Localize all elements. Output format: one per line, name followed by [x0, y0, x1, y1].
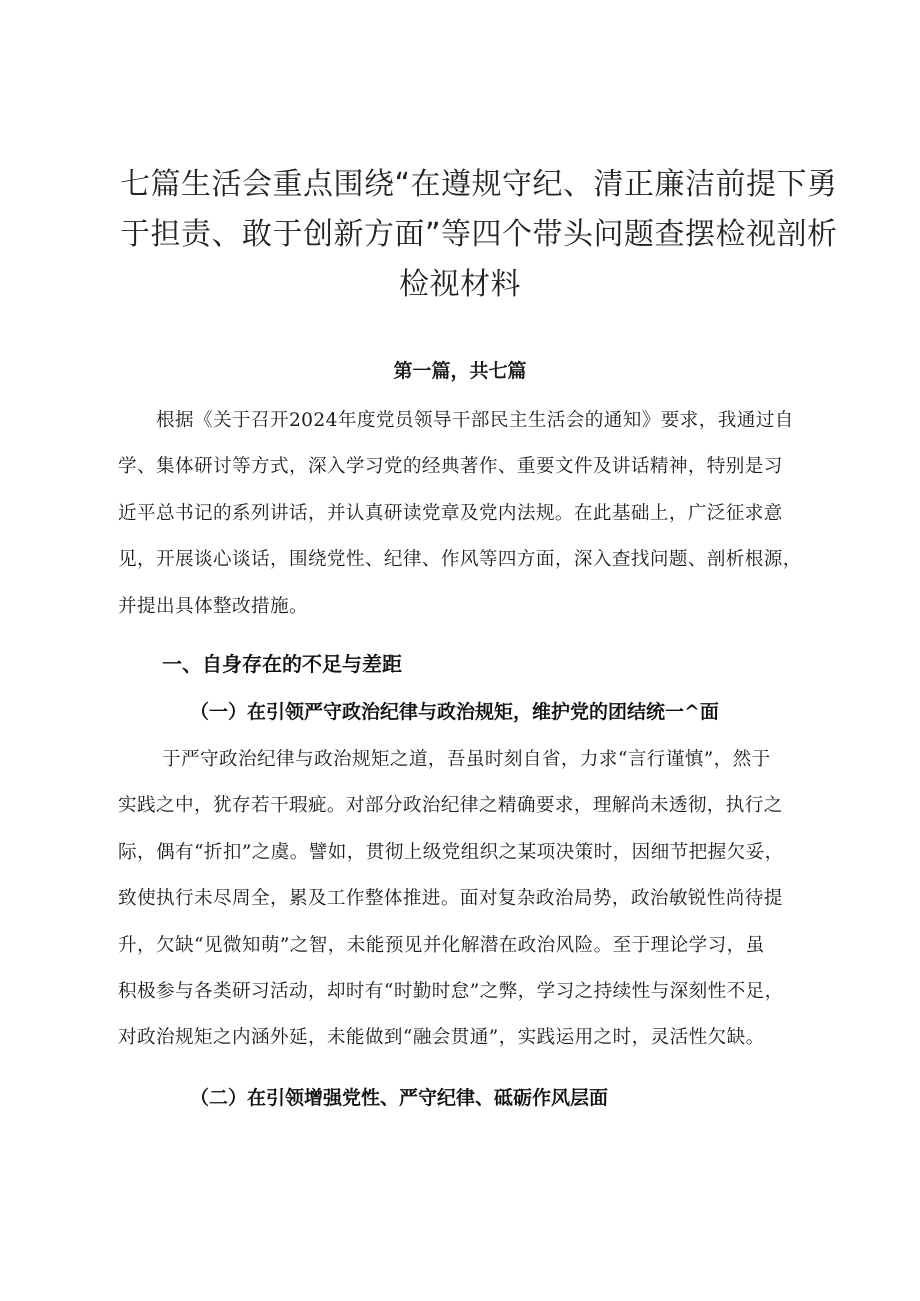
document-title — [120, 160, 838, 310]
title-line: 于担责、敢于创新方面”等四个带头问题查摆检视剖析 — [120, 217, 838, 252]
section-heading: 一、自身存在的不足与差距 — [162, 652, 402, 676]
title-line: 检视材料 — [399, 267, 521, 302]
title-line: 七篇生活会重点围绕“在遵规守纪、清正廉洁前提下勇 — [120, 167, 838, 202]
part-subtitle: 第一篇，共七篇 — [393, 360, 527, 382]
paragraph-line: 实践之中，犹存若干瑕疵。对部分政治纪律之精确要求，理解尚未透彻，执行之 — [118, 795, 783, 817]
paragraph-line: 学、集体研讨等方式，深入学习党的经典著作、重要文件及讲话精神，特别是习 — [118, 456, 783, 478]
paragraph-line: 致使执行未尽周全，累及工作整体推进。面对复杂政治局势，政治敏锐性尚待提 — [118, 888, 783, 910]
paragraph-line: 于严守政治纪律与政治规矩之道，吾虽时刻自省，力求“言行谨慎”，然于 — [162, 749, 771, 770]
paragraph-line: 际，偶有“折扣”之虞。譬如，贯彻上级党组织之某项决策时，因细节把握欠妥， — [118, 841, 784, 863]
intro-paragraph — [118, 398, 814, 630]
paragraph-line: 积极参与各类研习活动，却时有“时勤时怠”之弊，学习之持续性与深刻性不足， — [118, 981, 784, 1003]
paragraph-line: 并提出具体整改措施。 — [118, 595, 308, 617]
paragraph-line: 升，欠缺“见微知萌”之智，未能预见并化解潜在政治风险。至于理论学习，虽 — [118, 934, 765, 956]
paragraph-line: 近平总书记的系列讲话，并认真研读党章及党内法规。在此基础上，广泛征求意 — [118, 502, 783, 524]
subsection-heading: （二）在引领增强党性、严守纪律、砥砺作风层面 — [190, 1087, 609, 1109]
paragraph-line: 见，开展谈心谈话，围绕党性、纪律、作风等四方面，深入查找问题、剖析根源， — [118, 549, 802, 571]
paragraph-line: 对政治规矩之内涵外延，未能做到“融会贯通”，实践运用之时，灵活性欠缺。 — [118, 1027, 765, 1049]
subsection-heading: （一）在引领严守政治纪律与政治规矩，维护党的团结统一^面 — [190, 701, 719, 723]
subsection-paragraph — [118, 737, 814, 1062]
paragraph-line: 根据《关于召开2024年度党员领导干部民主生活会的通知》要求，我通过自 — [156, 410, 794, 431]
